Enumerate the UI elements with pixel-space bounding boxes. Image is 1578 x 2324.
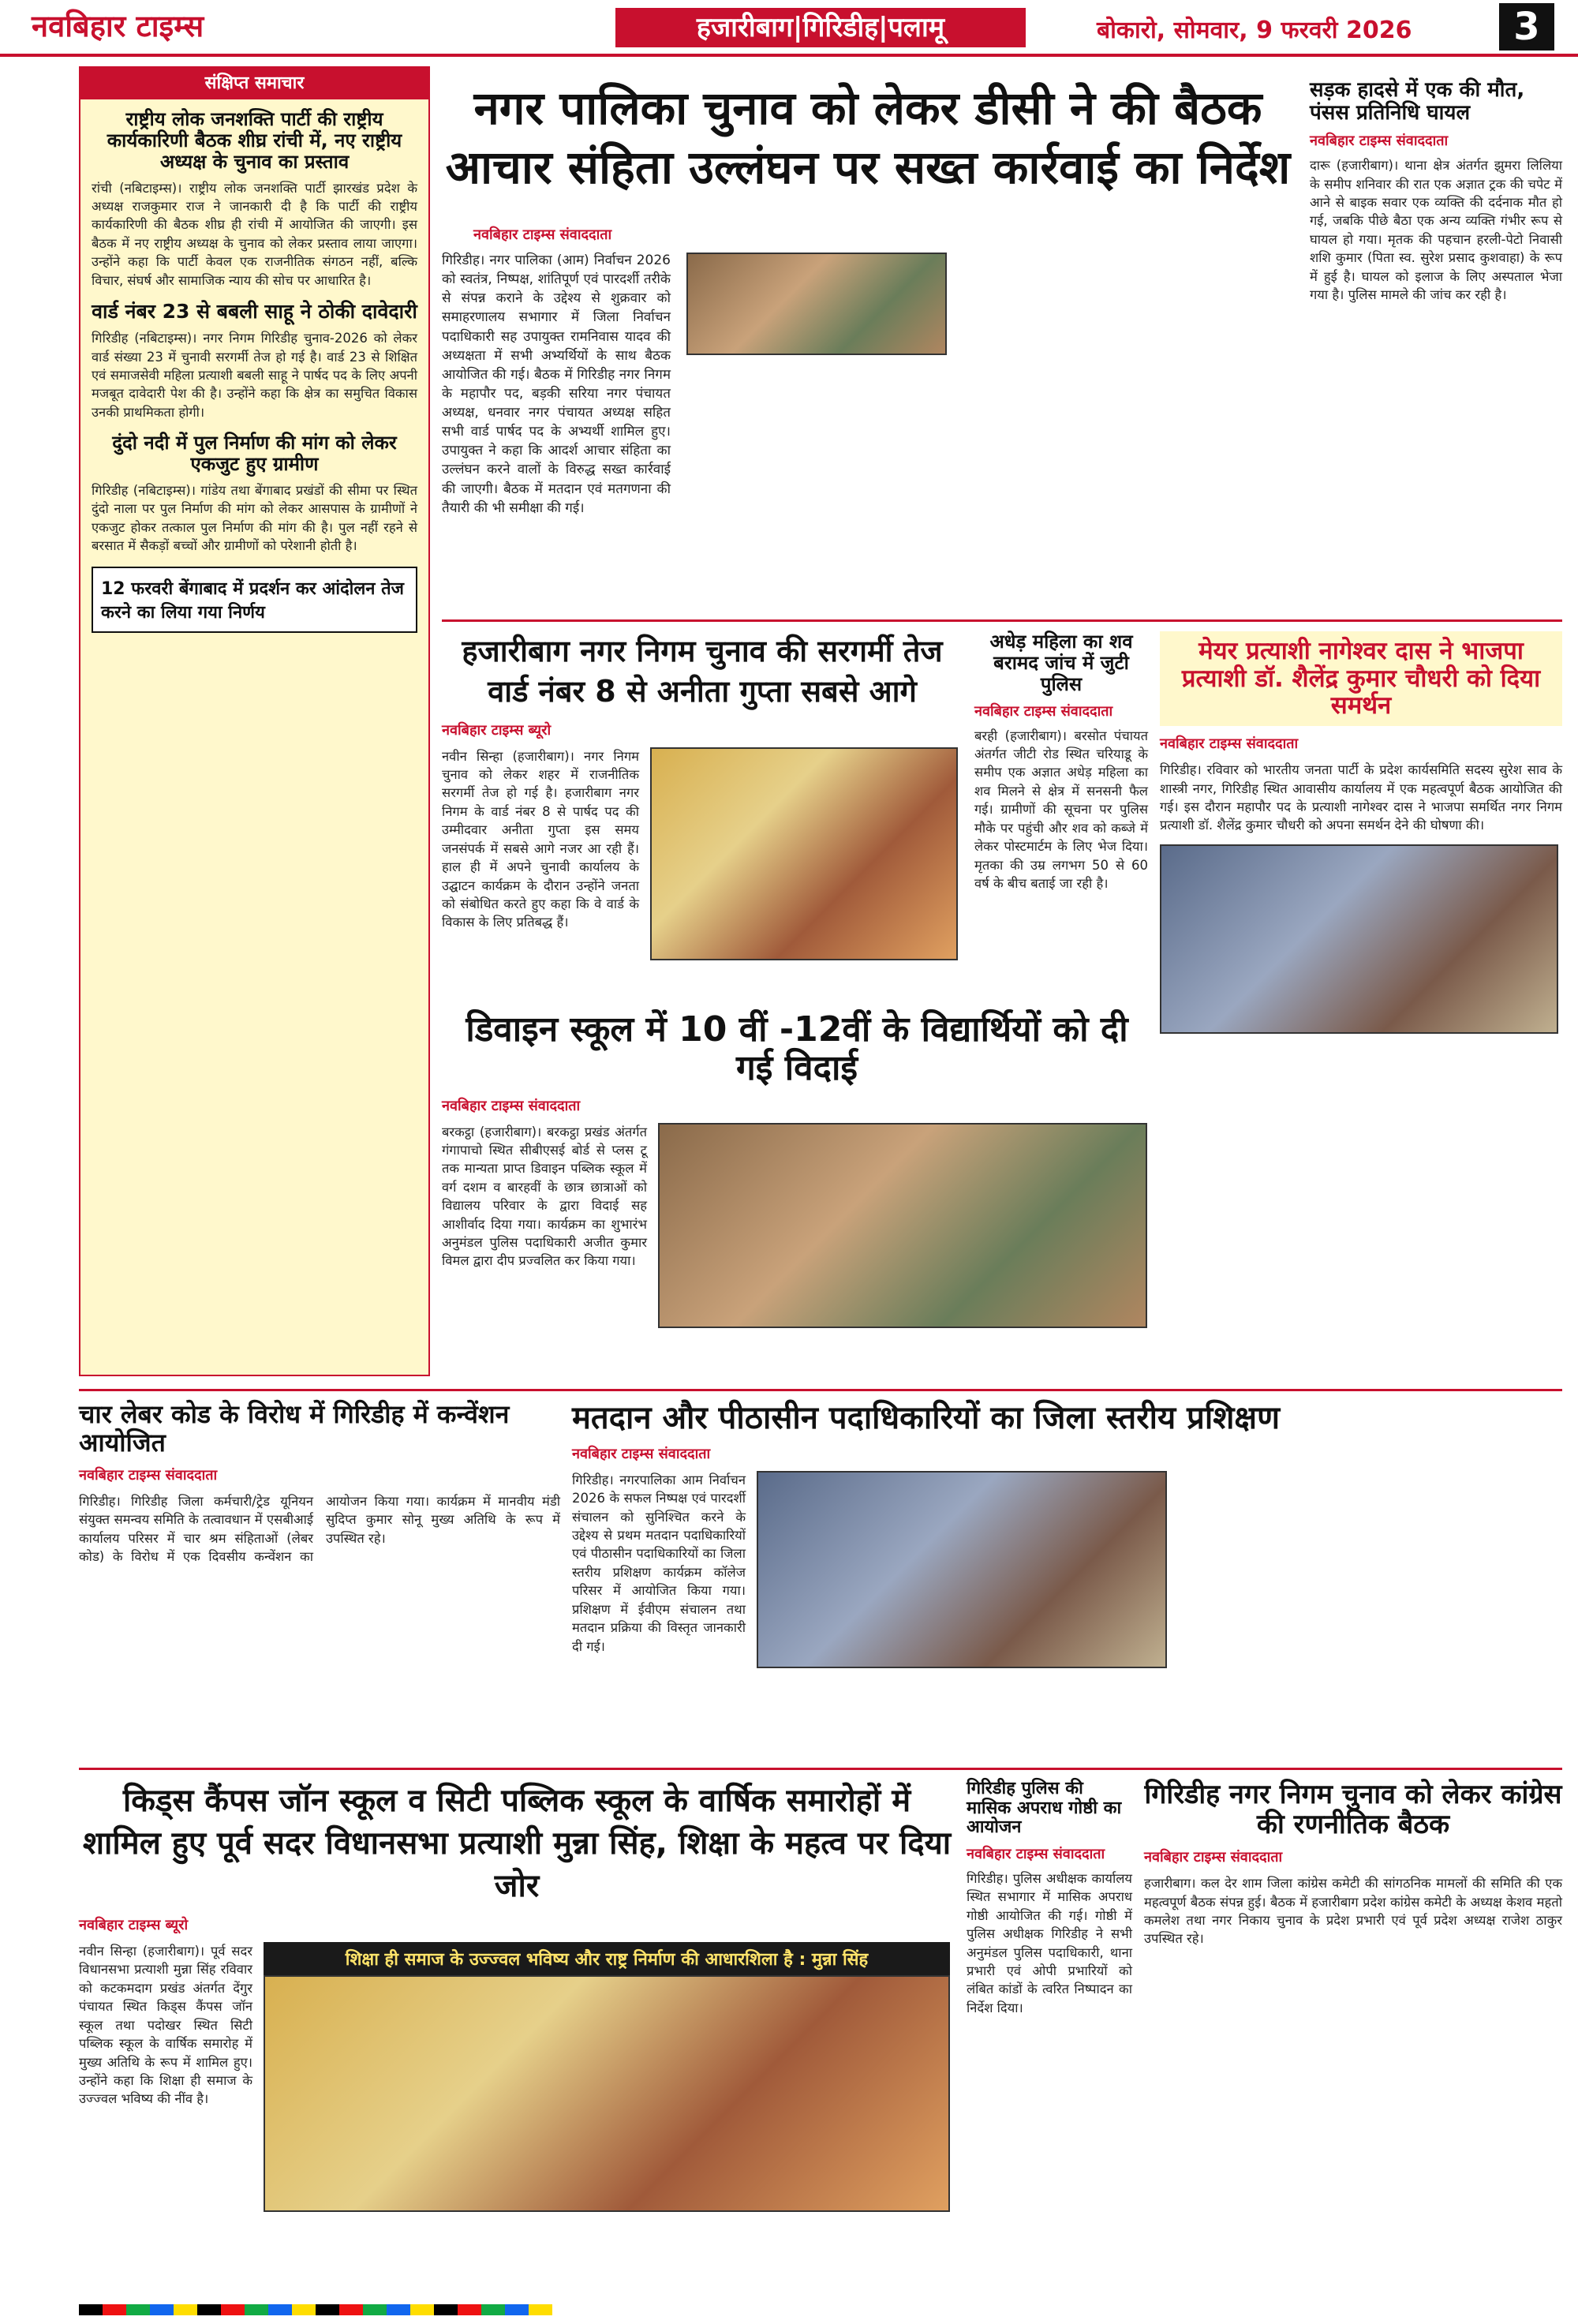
ward8-photo [650,747,958,960]
mayor-body: गिरिडीह। रविवार को भारतीय जनता पार्टी के प्रदेश कार्यसमिति सदस्य सुरेश साव के शास्त्री नगर, गिरिडीह स्थित आवासीय कार्यालय में एक महत्वपूर्ण बैठक आयोजित की गई। इस दौरान महापौर पद के प्रत्याशी नागेश्वर दास ने भाजपा समर्थित नगर निगम प्रत्याशी डॉ. शैलेंद्र कुमार चौधरी को अपना समर्थन देने की घोषणा की। [1160,762,1562,833]
kids-headline: किड्स कैंपस जॉन स्कूल व सिटी पब्लिक स्कूल के वार्षिक समारोहों में शामिल हुए पूर्व सदर विधानसभा प्रत्याशी मुन्ना सिंह, शिक्षा के महत्व पर दिया जोर [82,1783,952,1904]
story-training [572,1401,1562,1668]
left-brief-column [79,66,430,1376]
mayor-byline: नवबिहार टाइम्स संवाददाता [1160,735,1299,753]
training-headline: मतदान और पीठासीन पदाधिकारियों का जिला स्तरीय प्रशिक्षण [572,1400,1280,1436]
brief-headline-2: वार्ड नंबर 23 से बबली साहू ने ठोकी दावेदारी [92,300,417,324]
body-found-byline: नवबिहार टाइम्स संवाददाता [974,702,1113,720]
training-photo [757,1471,1167,1668]
divine-byline: नवबिहार टाइम्स संवाददाता [442,1097,581,1114]
page-number: 3 [1499,3,1554,51]
divine-body: बरकट्ठा (हजारीबाग)। बरकट्ठा प्रखंड अंतर्गत गंगापाचो स्थित सीबीएसई बोर्ड से प्लस टू तक मान्यता प्राप्त डिवाइन पब्लिक स्कूल में वर्ग दशम व बारहवीं के छात्र छात्राओं को विद्यालय परिवार के द्वारा विदाई सह आशीर्वाद दिया गया। कार्यक्रम का शुभारंभ अनुमंडल पुलिस पदाधिकारी अजीत कुमार विमल द्वारा दीप प्रज्वलित कर किया गया। [442,1124,647,1269]
ward8-body: नवीन सिन्हा (हजारीबाग)। नगर निगम चुनाव को लेकर शहर में राजनीतिक सरगर्मी तेज हो गई है। हजारीबाग नगर निगम के वार्ड नंबर 8 से पार्षद पद की उम्मीदवार अनीता गुप्ता इस समय जनसंपर्क में सबसे आगे नजर आ रही हैं। हाल ही में अपने चुनावी कार्यालय के उद्घाटन कार्यक्रम के दौरान उन्होंने जनता को संबोधित करते हुए कहा कि वे वार्ड के विकास के लिए प्रतिबद्ध हैं। [442,748,639,930]
police-headline: गिरिडीह पुलिस की मासिक अपराध गोष्ठी का आयोजन [967,1779,1122,1838]
labour-byline: नवबिहार टाइम्स संवाददाता [79,1466,218,1484]
brief-callout: 12 फरवरी बेंगाबाद में प्रदर्शन कर आंदोलन तेज करने का लिया गया निर्णय [92,567,417,633]
right-top-story [1310,79,1562,305]
ward8-headline: हजारीबाग नगर निगम चुनाव की सरगर्मी तेज वार्ड नंबर 8 से अनीता गुप्ता सबसे आगे [462,634,943,709]
brief-headline-3: दुंदो नदी में पुल निर्माण की मांग को लेकर एकजुट हुए ग्रामीण [112,432,397,476]
police-byline: नवबिहार टाइम्स संवाददाता [967,1845,1105,1862]
lead-byline: नवबिहार टाइम्स संवाददाता [473,226,612,243]
congress-headline: गिरिडीह नगर निगम चुनाव को लेकर कांग्रेस की रणनीतिक बैठक [1144,1779,1562,1841]
body-found-body: बरही (हजारीबाग)। बरसोत पंचायत अंतर्गत जीटी रोड स्थित चरियाडू के समीप एक अज्ञात अधेड़ महिला का शव मिलने से क्षेत्र में सनसनी फैल गई। ग्रामीणों की सूचना पर पुलिस मौके पर पहुंची और शव को कब्जे में लेकर पोस्टमार्टम के लिए भेज दिया। मृतका की उम्र लगभग 50 से 60 वर्ष के बीच बताई जा रही है। [974,728,1148,891]
labour-headline: चार लेबर कोड के विरोध में गिरिडीह में कन्वेंशन आयोजित [79,1399,510,1458]
divine-photo [658,1123,1147,1328]
masthead: नवबिहार टाइम्स [32,8,204,43]
right-top-byline: नवबिहार टाइम्स संवाददाता [1310,133,1449,150]
divider [79,1768,1562,1770]
lead-headline: नगर पालिका चुनाव को लेकर डीसी ने की बैठक आचार संहिता उल्लंघन पर सख्त कार्रवाई का निर्देश [445,81,1291,195]
congress-byline: नवबिहार टाइम्स संवाददाता [1144,1849,1283,1866]
mayor-photo [1160,844,1558,1034]
divine-headline: डिवाइन स्कूल में 10 वीं -12वीं के विद्यार्थियों को दी गई विदाई [466,1009,1128,1089]
brief-body-3: गिरिडीह (नबिटाइम्स)। गांडेय तथा बेंगाबाद प्रखंडों की सीमा पर स्थित दुंदो नाला पर पुल निर्माण की मांग को लेकर आसपास के ग्रामीणों ने एकजुट होकर तत्काल पुल निर्माण की मांग की है। पुल नहीं रहने से बरसात में सैकड़ों बच्चों और ग्रामीणों को परेशानी होती है। [92,483,417,554]
right-top-body: दारू (हजारीबाग)। थाना क्षेत्र अंतर्गत झुमरा लिलिया के समीप शनिवार की रात एक अज्ञात ट्रक की चपेट में आने से बाइक सवार एक व्यक्ति की दर्दनाक मौत हो गई, जबकि पीछे बैठा एक अन्य व्यक्ति गंभीर रूप से घायल हो गया। मृतक की पहचान हरली-पेटो निवासी शशि कुमार (पिता स्व. सुरेश प्रसाद कुशवाहा) के रूप में हुई है। घायल को इलाज के लिए अस्पताल भेजा गया है। पुलिस मामले की जांच कर रही है। [1310,158,1562,303]
police-body: गिरिडीह। पुलिस अधीक्षक कार्यालय स्थित सभागार में मासिक अपराध गोष्ठी आयोजित की गई। गोष्ठी में पुलिस अधीक्षक गिरिडीह ने सभी अनुमंडल पुलिस पदाधिकारी, थाना प्रभारी एवं ओपी प्रभारियों को लंबित कांडों के त्वरित निष्पादन का निर्देश दिया। [967,1870,1132,2015]
right-top-headline: सड़क हादसे में एक की मौत, पंसस प्रतिनिधि घायल [1310,78,1525,125]
kids-byline: नवबिहार टाइम्स ब्यूरो [79,1917,189,1933]
divider [79,1389,1562,1391]
brief-headline-1: राष्ट्रीय लोक जनशक्ति पार्टी की राष्ट्रीय कार्यकारिणी बैठक शीघ्र रांची में, नए राष्ट्रीय अध्यक्ष के चुनाव का प्रस्ताव [107,108,402,173]
color-registration-strip [79,2304,552,2315]
story-ward8 [442,631,963,960]
kids-caption: शिक्षा ही समाज के उज्ज्वल भविष्य और राष्ट्र निर्माण की आधारशिला है : मुन्ना सिंह [264,1942,950,1975]
ward8-byline: नवबिहार टाइम्स ब्यूरो [442,721,552,739]
story-body-found [974,631,1148,893]
body-found-headline: अधेड़ महिला का शव बरामद जांच में जुटी पुलिस [989,631,1133,695]
divider [442,619,1562,622]
story-labour-code [79,1401,560,1566]
brief-box-title: संक्षिप्त समाचार [80,68,428,99]
brief-body-2: गिरिडीह (नबिटाइम्स)। नगर निगम गिरिडीह चुनाव-2026 को लेकर वार्ड संख्या 23 में चुनावी सरगर्मी तेज हो गई है। वार्ड 23 से शिक्षित एवं समाजसेवी महिला प्रत्याशी बबली साहू ने पार्षद पद के लिए अपनी मजबूत दावेदारी पेश की है। उन्होंने कहा कि क्षेत्र का समुचित विकास उनकी प्राथमिकता होगी। [92,331,417,420]
training-body: गिरिडीह। नगरपालिका आम निर्वाचन 2026 के सफल निष्पक्ष एवं पारदर्शी संचालन को सुनिश्चित करने के उद्देश्य से प्रथम मतदान पदाधिकारियों एवं पीठासीन पदाधिकारियों का जिला स्तरीय प्रशिक्षण कार्यक्रम कॉलेज परिसर में आयोजित किया गया। प्रशिक्षण में ईवीएम संचालन तथा मतदान प्रक्रिया की विस्तृत जानकारी दी गई। [572,1472,746,1654]
story-police-meeting [967,1779,1132,2017]
issue-date: बोकारो, सोमवार, 9 फरवरी 2026 [1097,17,1412,44]
lead-story [442,79,1294,198]
mayor-headline: मेयर प्रत्याशी नागेश्वर दास ने भाजपा प्रत्याशी डॉ. शैलेंद्र कुमार चौधरी को दिया समर्थन [1160,631,1562,726]
kids-body: नवीन सिन्हा (हजारीबाग)। पूर्व सदर विधानसभा प्रत्याशी मुन्ना सिंह रविवार को कटकमदाग प्रखंड अंतर्गत देंगुर पंचायत स्थित किड्स कैंपस जॉन स्कूल तथा पदोखर स्थित सिटी पब्लिक स्कूल के वार्षिक समारोह में मुख्य अतिथि के रूप में शामिल हुए। उन्होंने कहा कि शिक्षा ही समाज के उज्ज्वल भविष्य की नींव है। [79,1944,252,2107]
kids-photo [264,1975,950,2212]
lead-photo [686,253,947,355]
congress-body: हजारीबाग। कल देर शाम जिला कांग्रेस कमेटी की सांगठनिक मामलों की समिति की एक महत्वपूर्ण बैठक संपन्न हुई। बैठक में हजारीबाग प्रदेश कांग्रेस कमेटी के अध्यक्ष केशव महतो कमलेश तथा नगर निकाय चुनाव के प्रदेश प्रभारी एवं पूर्व प्रदेश अध्यक्ष राजेश ठाकुर उपस्थित रहे। [1144,1876,1562,1947]
story-divine-school [442,1010,1152,1328]
story-kids-campus [79,1779,955,2212]
page-header [0,0,1578,57]
training-byline: नवबिहार टाइम्स संवाददाता [572,1445,711,1462]
lead-body: गिरिडीह। नगर पालिका (आम) निर्वाचन 2026 को स्वतंत्र, निष्पक्ष, शांतिपूर्ण एवं पारदर्शी तरीके से संपन्न कराने के उद्देश्य से शुक्रवार को समाहरणालय सभागार में जिला निर्वाचन पदाधिकारी सह उपायुक्त रामनिवास यादव की अध्यक्षता में सभी अभ्यर्थियों के साथ बैठक आयोजित की गई। बैठक में गिरिडीह नगर निगम के महापौर पद, बड़की सरिया नगर पंचायत अध्यक्ष, धनवार नगर पंचायत अध्यक्ष सहित सभी वार्ड पार्षद पद के अभ्यर्थी शामिल हुए। उपायुक्त ने कहा कि आदर्श आचार संहिता का उल्लंघन करने वालों के विरुद्ध सख्त कार्रवाई की जाएगी। बैठक में मतदान एवं मतगणना की तैयारी की भी समीक्षा की गई। [442,253,671,516]
section-label: हजारीबाग|गिरिडीह|पलामू [615,8,1026,47]
story-mayor-support [1160,631,1562,1034]
labour-body: गिरिडीह। गिरिडीह जिला कर्मचारी/ट्रेड यूनियन संयुक्त समन्वय समिति के तत्वावधान में एसबीआई कार्यालय परिसर में चार श्रम संहिताओं (लेबर कोड) के विरोध में एक दिवसीय कन्वेंशन का आयोजन किया गया। कार्यक्रम में मानवीय मंडी सुदिप्त कुमार सोनू मुख्य अतिथि के रूप में उपस्थित रहे। [79,1493,560,1564]
story-congress-meeting [1144,1779,1562,1948]
brief-body-1: रांची (नबिटाइम्स)। राष्ट्रीय लोक जनशक्ति पार्टी झारखंड प्रदेश के अध्यक्ष राजकुमार राज ने जानकारी दी है कि पार्टी की राष्ट्रीय कार्यकारिणी की बैठक शीघ्र ही रांची में आयोजित की जाएगी। इस बैठक में नए राष्ट्रीय अध्यक्ष के चुनाव को लेकर प्रस्ताव लाया जाएगा। उन्होंने कहा कि पार्टी केवल एक राजनीतिक संगठन नहीं, बल्कि विचार, संघर्ष और सामाजिक न्याय की सोच पर आधारित है। [92,180,417,288]
